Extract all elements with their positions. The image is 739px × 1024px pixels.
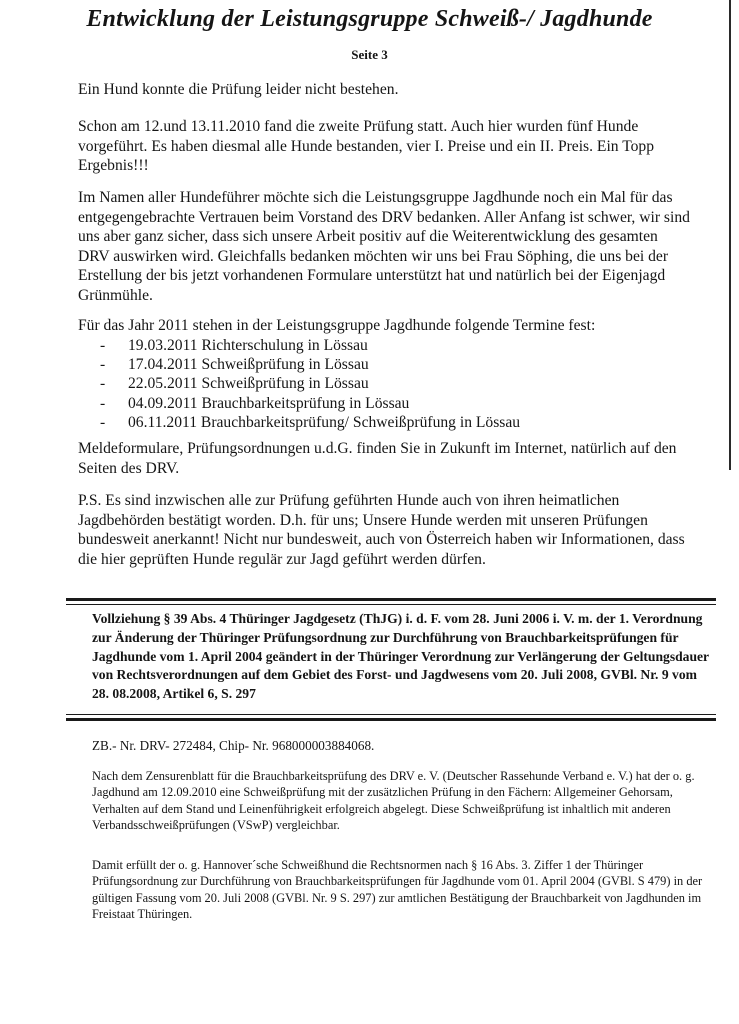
paragraph-text: Ein Hund konnte die Prüfung leider nicht bestehen.	[78, 81, 399, 98]
bottom-divider-thick	[66, 718, 716, 721]
paragraph-6	[78, 491, 690, 569]
paragraph-1	[78, 80, 690, 100]
document-title: Entwicklung der Leistungsgruppe Schweiß-/ Jagdhunde	[86, 6, 653, 32]
paragraph-3	[78, 188, 690, 305]
page-number: Seite 3	[351, 47, 388, 62]
paragraph-text: Meldeformulare, Prüfungsordnungen u.d.G. finden Sie in Zukunft im Internet, natürlich auf den Seiten des DRV.	[78, 440, 677, 477]
list-item: - 19.03.2011 Richterschulung in Lössau	[100, 336, 690, 355]
id-line	[92, 738, 708, 754]
bottom-divider-thin	[66, 714, 716, 715]
termine-section	[78, 316, 690, 433]
legal-heading: Vollziehung § 39 Abs. 4 Thüringer Jagdgesetz (ThJG) i. d. F. vom 28. Juni 2006 i. V. m. der 1. Verordnung zur Änderung der Thüringer Prüfungsordnung zur Durchführung von Brauchbarkeitsprüfungen für Jagdhunde vom 1. April 2004 geändert in der Thüringer Verordnung zur Verlängerung der Geltungsdauer von Rechtsverordnungen auf dem Gebiet des Forst- und Jagdwesens vom 20. Juli 2008, GVBl. Nr. 9 vom 28. 08.2008, Artikel 6, S. 297	[92, 611, 709, 702]
top-divider-thick	[66, 598, 716, 601]
paragraph-text: P.S. Es sind inzwischen alle zur Prüfung geführten Hunde auch von ihren heimatlichen Jagdbehörden bestätigt worden. D.h. für uns; Unsere Hunde werden mit unseren Prüfungen bundesweit anerkannt! Nicht nur bundesweit, auch von Österreich haben wir Informationen, dass die hier geprüften Hunde regulär zur Jagd geführt werden dürfen.	[78, 492, 685, 568]
termine-list	[78, 336, 690, 433]
paragraph-text: Schon am 12.und 13.11.2010 fand die zweite Prüfung statt. Auch hier wurden fünf Hunde vorgeführt. Es haben diesmal alle Hunde bestanden, vier I. Preise und ein II. Preis. Ein Topp Ergebnis!!!	[78, 118, 655, 174]
small-paragraph-1	[92, 768, 708, 834]
list-item: - 04.09.2011 Brauchbarkeitsprüfung in Lössau	[100, 394, 690, 413]
paragraph-text: Damit erfüllt der o. g. Hannover´sche Schweißhund die Rechtsnormen nach § 16 Abs. 3. Ziffer 1 der Thüringer Prüfungsordnung zur Durchführung von Brauchbarkeitsprüfungen für Jagdhunde vom 01. April 2004 (GVBl. S 479) in der gültigen Fassung vom 20. Juli 2008 (GVBl. Nr. 9 S. 297) zur amtlichen Bestätigung der Brauchbarkeit von Jagdhunden im Freistaat Thüringen.	[92, 858, 703, 922]
list-item: - 06.11.2011 Brauchbarkeitsprüfung/ Schweißprüfung in Lössau	[100, 413, 690, 432]
small-paragraph-2	[92, 857, 708, 923]
paragraph-text: Nach dem Zensurenblatt für die Brauchbarkeitsprüfung des DRV e. V. (Deutscher Rassehunde Verband e. V.) hat der o. g. Jagdhund am 12.09.2010 eine Schweißprüfung mit der zusätzlichen Prüfung in den Fächern: Allgemeiner Gehorsam, Verhalten auf dem Stand und Leinenführigkeit erfolgreich abgelegt. Diese Schweißprüfung ist inhaltlich mit anderen Verbandsschweißprüfungen (VSwP) vergleichbar.	[92, 769, 695, 833]
list-item: - 17.04.2011 Schweißprüfung in Lössau	[100, 355, 690, 374]
list-item: - 22.05.2011 Schweißprüfung in Lössau	[100, 374, 690, 393]
top-divider-thin	[66, 604, 716, 605]
paragraph-2	[78, 117, 690, 176]
termine-intro: Für das Jahr 2011 stehen in der Leistungsgruppe Jagdhunde folgende Termine fest:	[78, 317, 596, 334]
paragraph-text: Im Namen aller Hundeführer möchte sich die Leistungsgruppe Jagdhunde noch ein Mal für das entgegengebrachte Vertrauen beim Vorstand des DRV bedanken. Aller Anfang ist schwer, wir sind uns aber ganz sicher, dass sich unsere Arbeit positiv auf die Weiterentwicklung des gesamten DRV auswirken wird. Gleichfalls bedanken möchten wir uns bei Frau Söphing, die uns bei der Erstellung der bis jetzt vorhandenen Formulare unterstützt hat und natürlich bei der Eigenjagd Grünmühle.	[78, 189, 690, 304]
scan-edge	[729, 0, 731, 470]
paragraph-5	[78, 439, 690, 478]
id-text: ZB.- Nr. DRV- 272484, Chip- Nr. 968000003884068.	[92, 738, 375, 753]
